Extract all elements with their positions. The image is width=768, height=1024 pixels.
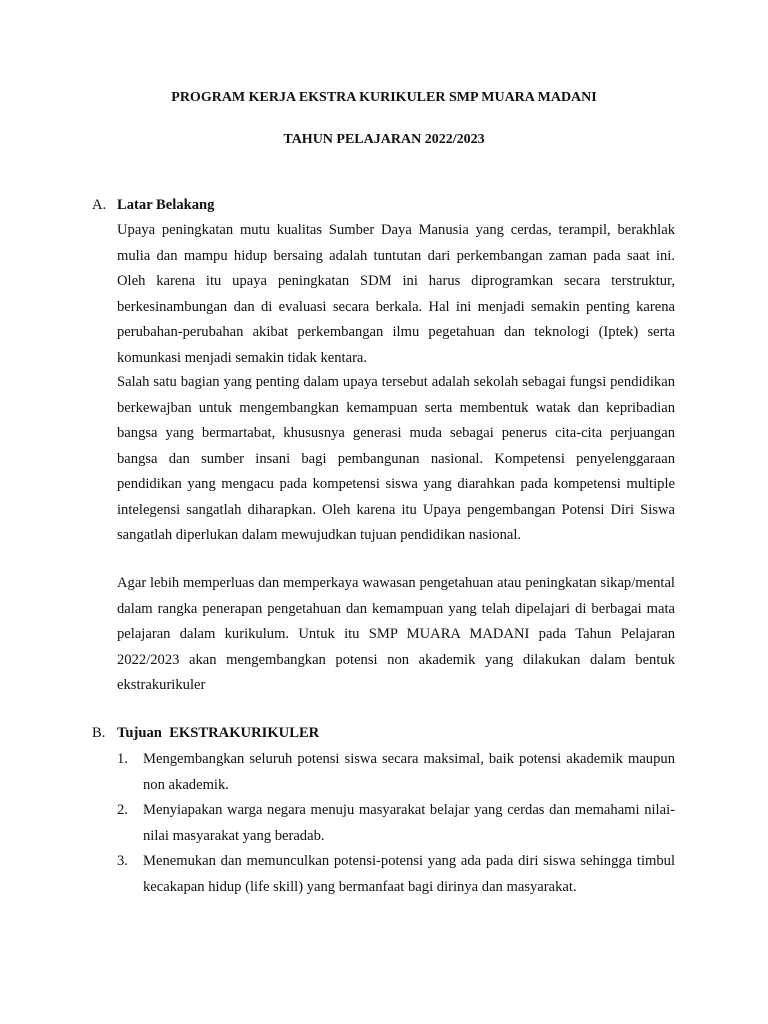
section-a-title: Latar Belakang <box>117 197 215 213</box>
section-a-paragraph-1: Upaya peningkatan mutu kualitas Sumber Daya Manusia yang cerdas, terampil, berakhlak mulia dan mampu hidup bersaing adalah tuntutan dari perkembangan zaman pada saat ini. Oleh karena itu upaya peningkatan SDM ini harus diprogramkan secara terstruktur, berkesinambungan dan di evaluasi secara berkala. Hal ini menjadi semakin penting karena perubahan-perubahan akibat perkembangan ilmu pegetahuan dan teknologi (Iptek) serta komunkasi menjadi semakin tidak kentara. <box>117 222 675 366</box>
list-item-text: Menyiapakan warga negara menuju masyarakat belajar yang cerdas dan memahami nilai-nilai masyarakat yang beradab. <box>143 802 675 844</box>
document-title: PROGRAM KERJA EKSTRA KURIKULER SMP MUARA MADANI <box>171 90 597 105</box>
section-b-letter: B. <box>92 725 106 741</box>
list-item-text: Mengembangkan seluruh potensi siswa secara maksimal, baik potensi akademik maupun non akademik. <box>143 751 675 793</box>
list-item-number: 2. <box>117 802 128 818</box>
section-b-heading <box>92 724 319 742</box>
list-item-number: 3. <box>117 853 128 869</box>
section-a-letter: A. <box>92 197 107 213</box>
document-subtitle: TAHUN PELAJARAN 2022/2023 <box>283 132 485 147</box>
section-a-heading <box>92 196 214 214</box>
objectives-list <box>117 747 675 900</box>
list-item <box>117 798 675 849</box>
list-item-text: Menemukan dan memunculkan potensi-potensi yang ada pada diri siswa sehingga timbul kecakapan hidup (life skill) yang bermanfaat bagi dirinya dan masyarakat. <box>143 853 675 895</box>
list-item <box>117 849 675 900</box>
section-a-paragraph-3: Agar lebih memperluas dan memperkaya wawasan pengetahuan atau peningkatan sikap/mental dalam rangka penerapan pengetahuan dan kemampuan yang telah dipelajari di berbagai mata pelajaran dalam kurikulum. Untuk itu SMP MUARA MADANI pada Tahun Pelajaran 2022/2023 akan mengembangkan potensi non akademik yang dilakukan dalam bentuk ekstrakurikuler <box>117 575 675 693</box>
list-item <box>117 747 675 798</box>
section-a-paragraph-2: Salah satu bagian yang penting dalam upaya tersebut adalah sekolah sebagai fungsi pendidikan berkewajban untuk mengembangkan kemampuan serta membentuk watak dan kepribadian bangsa yang bermartabat, khususnya generasi muda sebagai penerus cita-cita perjuangan bangsa dan sumber insani bagi pembangunan nasional. Kompetensi penyelenggaraan pendidikan yang mengacu pada kompetensi siswa yang diarahkan pada kompetensi multiple intelegensi sangatlah diharapkan. Oleh karena itu Upaya pengembangan Potensi Diri Siswa sangatlah diperlukan dalam mewujudkan tujuan pendidikan nasional. <box>117 374 675 543</box>
list-item-number: 1. <box>117 751 128 767</box>
section-b-title: Tujuan EKSTRAKURIKULER <box>117 725 320 741</box>
